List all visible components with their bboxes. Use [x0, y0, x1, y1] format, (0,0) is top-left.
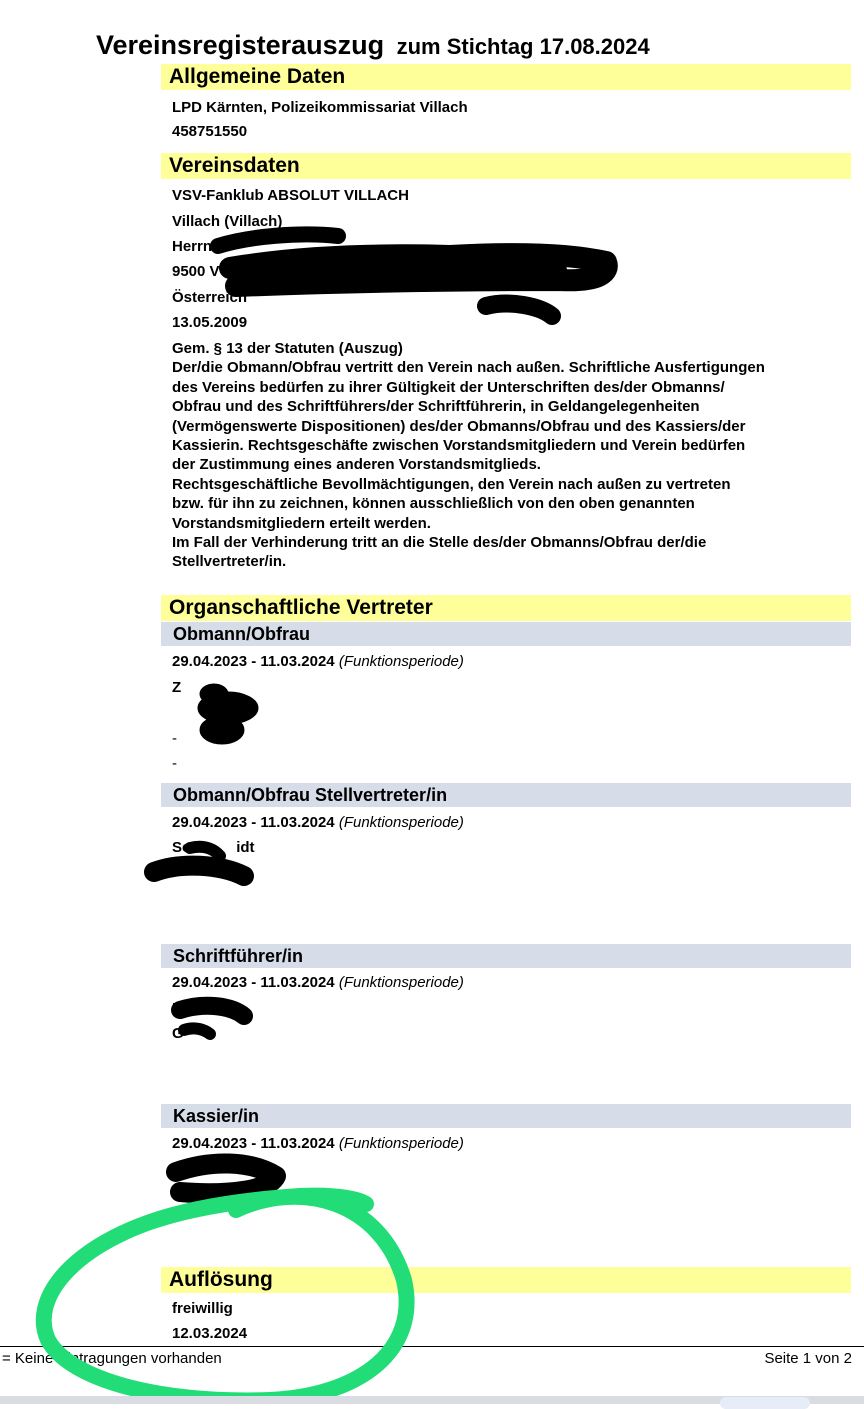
- value: VSV-Fanklub ABSOLUT VILLACH: [172, 187, 409, 204]
- text-line: Im Fall der Verhinderung tritt an die Stelle des/der Obmanns/Obfrau der/die: [172, 534, 707, 552]
- value: 9500 V: [172, 263, 220, 280]
- subsection-kassier: Kassier/in: [161, 1104, 851, 1128]
- value: L: [172, 1000, 182, 1017]
- redaction-obmann-name-3: [200, 684, 228, 704]
- subsection-obmann: Obmann/Obfrau: [161, 622, 851, 646]
- redaction-address: [230, 254, 607, 286]
- section-aufloesung: Auflösung: [161, 1267, 851, 1293]
- redaction-land: [486, 304, 552, 316]
- period: 29.04.2023 - 11.03.2024: [172, 974, 335, 991]
- page-number: Seite 1 von 2: [764, 1350, 852, 1367]
- value: -: [172, 730, 177, 747]
- value: [172, 971, 464, 995]
- redaction-kassier-name: [176, 1163, 276, 1193]
- value: Villach (Villach): [172, 213, 283, 230]
- text-line: bzw. für ihn zu zeichnen, können ausschließlich von den oben genannten: [172, 495, 695, 513]
- text-line: (Vermögenswerte Dispositionen) des/der Obmanns/Obfrau und des Kassiers/der: [172, 417, 746, 435]
- redaction-schrift-name: [180, 1006, 244, 1016]
- value: 458751550: [172, 123, 248, 140]
- redaction-stellv-name: [154, 866, 244, 876]
- period-note: (Funktionsperiode): [338, 653, 464, 670]
- value: G o: [172, 1025, 214, 1042]
- value: freiwillig: [172, 1300, 233, 1317]
- value: Österreich: [172, 289, 248, 306]
- text-line: Kassierin. Rechtsgeschäfte zwischen Vorstandsmitgliedern und Verein bedürfen: [172, 437, 746, 455]
- text-line: Obfrau und des Schriftführers/der Schriftführerin, in Geldangelegenheiten: [172, 398, 700, 416]
- period: 29.04.2023 - 11.03.2024: [172, 653, 335, 670]
- value: -: [172, 755, 177, 772]
- value: Herrn M: [172, 238, 229, 255]
- value: Sc idt: [172, 839, 255, 856]
- footer-legend: = Keine Eintragungen vorhanden: [2, 1350, 222, 1367]
- value: 13.05.2009: [172, 314, 248, 331]
- section-allgemeine-daten: Allgemeine Daten: [161, 64, 851, 90]
- text-line: der Zustimmung eines anderen Vorstandsmitglieds.: [172, 456, 541, 474]
- value: [172, 650, 464, 674]
- text-line: Vorstandsmitgliedern erteilt werden.: [172, 514, 431, 532]
- redaction-co: [218, 234, 338, 246]
- value: [172, 1132, 464, 1156]
- value: 12.03.2024: [172, 1325, 248, 1342]
- redaction-address-2: [270, 267, 560, 270]
- text-line: Rechtsgeschäftliche Bevollmächtigungen, den Verein nach außen zu vertreten: [172, 475, 731, 493]
- subsection-schriftfuehrer: Schriftführer/in: [161, 944, 851, 968]
- text-line: Stellvertreter/in.: [172, 553, 287, 571]
- period-note: (Funktionsperiode): [338, 814, 464, 831]
- value: [172, 811, 464, 835]
- subsection-obmann-stellvertreter: Obmann/Obfrau Stellvertreter/in: [161, 783, 851, 807]
- value: Z: [172, 679, 182, 696]
- text-line: des Vereins bedürfen zu ihrer Gültigkeit der Unterschriften des/der Obmanns/: [172, 378, 725, 396]
- section-organschaftliche-vertreter: Organschaftliche Vertreter: [161, 595, 851, 621]
- period: 29.04.2023 - 11.03.2024: [172, 1135, 335, 1152]
- viewer-control[interactable]: [720, 1397, 810, 1409]
- redaction-obmann-name-2: [200, 716, 244, 744]
- title-main: Vereinsregisterauszug: [96, 30, 385, 60]
- period-note: (Funktionsperiode): [338, 1135, 464, 1152]
- redaction-obmann-name: [198, 692, 258, 724]
- period-note: (Funktionsperiode): [338, 974, 464, 991]
- text-line: Gem. § 13 der Statuten (Auszug): [172, 340, 403, 357]
- period: 29.04.2023 - 11.03.2024: [172, 814, 335, 831]
- section-vereinsdaten: Vereinsdaten: [161, 153, 851, 179]
- title-date: zum Stichtag 17.08.2024: [396, 34, 650, 59]
- vertretungsregelung-text: [172, 339, 852, 572]
- document-title: [96, 30, 650, 61]
- text-line: Der/die Obmann/Obfrau vertritt den Verein nach außen. Schriftliche Ausfertigungen: [172, 359, 765, 377]
- value: LPD Kärnten, Polizeikommissariat Villach: [172, 99, 468, 116]
